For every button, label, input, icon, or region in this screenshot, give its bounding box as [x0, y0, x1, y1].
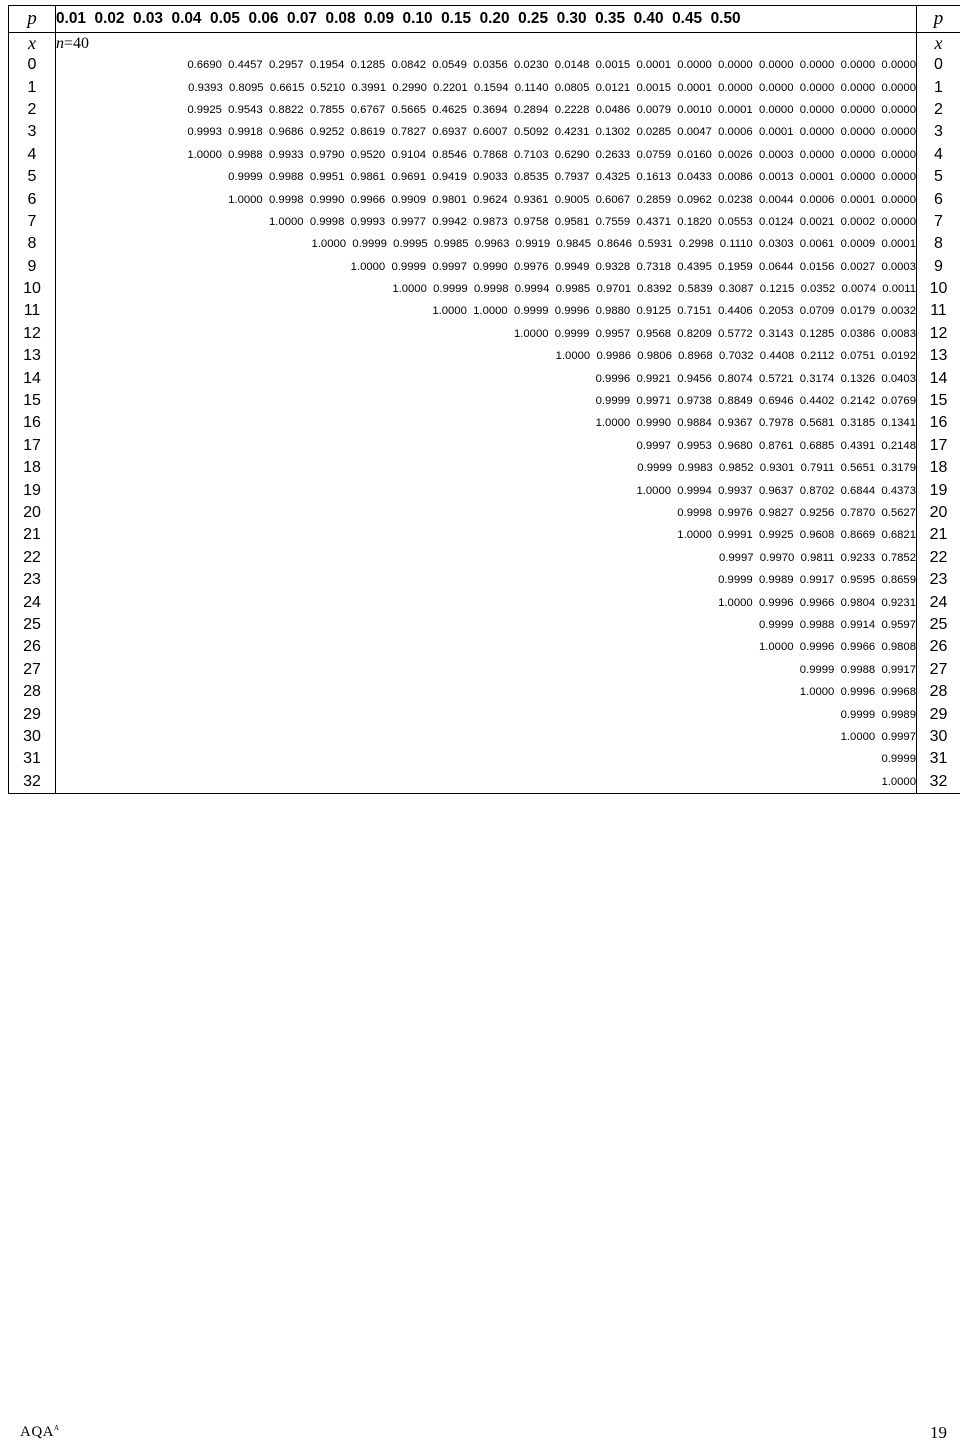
probability-values: 0.9999 0.9988 0.9914 0.9597	[56, 614, 917, 636]
table-row	[9, 748, 960, 770]
table-row	[9, 614, 960, 636]
x-value-left: 25	[9, 614, 56, 636]
n-label	[56, 33, 917, 55]
x-value-right: 6	[917, 188, 960, 210]
probability-values: 1.0000 0.9999 0.9957 0.9568 0.8209 0.5772 0.3143 0.1285 0.0386 0.0083	[56, 323, 917, 345]
x-value-right: 8	[917, 233, 960, 255]
x-value-left: 12	[9, 323, 56, 345]
x-value-left: 18	[9, 457, 56, 479]
x-value-right: 26	[917, 636, 960, 658]
table-row	[9, 547, 960, 569]
probability-values: 0.9999 0.9989 0.9917 0.9595 0.8659	[56, 569, 917, 591]
x-value-right: 24	[917, 591, 960, 613]
x-label-right: x	[917, 33, 960, 55]
x-value-right: 20	[917, 502, 960, 524]
table-row	[9, 636, 960, 658]
table-row	[9, 99, 960, 121]
table-row	[9, 323, 960, 345]
x-value-left: 3	[9, 121, 56, 143]
probability-values: 1.0000 0.9998 0.9993 0.9977 0.9942 0.9873 0.9758 0.9581 0.7559 0.4371 0.1820 0.0553 0.0124 0.0021 0.0002 0.0000	[56, 211, 917, 233]
x-value-left: 19	[9, 479, 56, 501]
table-row	[9, 524, 960, 546]
x-value-left: 30	[9, 726, 56, 748]
x-value-right: 3	[917, 121, 960, 143]
table-row	[9, 76, 960, 98]
x-value-left: 21	[9, 524, 56, 546]
table-row	[9, 233, 960, 255]
x-value-left: 10	[9, 278, 56, 300]
x-value-right: 4	[917, 144, 960, 166]
probability-values: 0.9998 0.9976 0.9827 0.9256 0.7870 0.5627	[56, 502, 917, 524]
table-row	[9, 144, 960, 166]
x-value-left: 4	[9, 144, 56, 166]
probability-values: 1.0000 1.0000 0.9999 0.9996 0.9880 0.9125 0.7151 0.4406 0.2053 0.0709 0.0179 0.0032	[56, 300, 917, 322]
page-number: 19	[930, 1423, 947, 1442]
x-value-left: 9	[9, 256, 56, 278]
x-value-right: 30	[917, 726, 960, 748]
x-value-left: 11	[9, 300, 56, 322]
probability-values: 0.9393 0.8095 0.6615 0.5210 0.3991 0.2990 0.2201 0.1594 0.1140 0.0805 0.0121 0.0015 0.0001 0.0000 0.0000 0.0000 0.0000 0.0000	[56, 76, 917, 98]
x-value-right: 19	[917, 479, 960, 501]
x-value-left: 0	[9, 54, 56, 76]
x-value-right: 2	[917, 99, 960, 121]
x-value-left: 27	[9, 659, 56, 681]
x-value-left: 26	[9, 636, 56, 658]
x-value-right: 16	[917, 412, 960, 434]
x-header-row	[9, 33, 960, 55]
x-value-left: 24	[9, 591, 56, 613]
x-value-left: 13	[9, 345, 56, 367]
probability-values: 1.0000 0.9990 0.9884 0.9367 0.7978 0.5681 0.3185 0.1341	[56, 412, 917, 434]
x-value-right: 0	[917, 54, 960, 76]
probability-values: 0.9993 0.9918 0.9686 0.9252 0.8619 0.7827 0.6937 0.6007 0.5092 0.4231 0.1302 0.0285 0.0047 0.0006 0.0001 0.0000 0.0000 0.0000	[56, 121, 917, 143]
table-row	[9, 121, 960, 143]
x-value-left: 15	[9, 390, 56, 412]
logo-text: AQA	[20, 1424, 54, 1440]
x-value-right: 18	[917, 457, 960, 479]
table-row	[9, 390, 960, 412]
probability-values: 0.9999 0.9983 0.9852 0.9301 0.7911 0.5651 0.3179	[56, 457, 917, 479]
x-value-left: 2	[9, 99, 56, 121]
x-value-left: 5	[9, 166, 56, 188]
table-row	[9, 703, 960, 725]
x-value-right: 31	[917, 748, 960, 770]
table-row	[9, 211, 960, 233]
p-values-header: 0.01 0.02 0.03 0.04 0.05 0.06 0.07 0.08 0.09 0.10 0.15 0.20 0.25 0.30 0.35 0.40 0.45 0.50	[56, 6, 917, 33]
x-value-left: 16	[9, 412, 56, 434]
x-value-left: 7	[9, 211, 56, 233]
probability-values: 0.9999 0.9971 0.9738 0.8849 0.6946 0.4402 0.2142 0.0769	[56, 390, 917, 412]
probability-values: 0.9997 0.9970 0.9811 0.9233 0.7852	[56, 547, 917, 569]
p-label-right: p	[917, 6, 960, 33]
probability-values: 1.0000 0.9996 0.9966 0.9804 0.9231	[56, 591, 917, 613]
probability-values: 0.9999 0.9988 0.9917	[56, 659, 917, 681]
x-value-right: 25	[917, 614, 960, 636]
probability-values: 1.0000	[56, 771, 917, 794]
probability-values: 1.0000 0.9999 0.9997 0.9990 0.9976 0.9949 0.9328 0.7318 0.4395 0.1959 0.0644 0.0156 0.0027 0.0003	[56, 256, 917, 278]
table-body	[9, 54, 960, 793]
x-value-left: 6	[9, 188, 56, 210]
x-value-left: 31	[9, 748, 56, 770]
x-value-right: 23	[917, 569, 960, 591]
logo-mark: A	[54, 1424, 60, 1432]
table-row	[9, 166, 960, 188]
x-value-left: 32	[9, 771, 56, 794]
n-symbol: n	[56, 34, 64, 52]
probability-values: 1.0000 0.9988 0.9933 0.9790 0.9520 0.9104 0.8546 0.7868 0.7103 0.6290 0.2633 0.0759 0.0160 0.0026 0.0003 0.0000 0.0000 0.0000	[56, 144, 917, 166]
probability-values: 0.9999	[56, 748, 917, 770]
probability-values: 0.9925 0.9543 0.8822 0.7855 0.6767 0.5665 0.4625 0.3694 0.2894 0.2228 0.0486 0.0079 0.0010 0.0001 0.0000 0.0000 0.0000 0.0000	[56, 99, 917, 121]
n-value: =40	[64, 34, 90, 52]
x-value-left: 22	[9, 547, 56, 569]
x-value-right: 9	[917, 256, 960, 278]
x-value-right: 10	[917, 278, 960, 300]
table-row	[9, 345, 960, 367]
x-value-right: 28	[917, 681, 960, 703]
probability-values: 1.0000 0.9996 0.9968	[56, 681, 917, 703]
table-row	[9, 771, 960, 794]
x-value-left: 17	[9, 435, 56, 457]
p-label-left: p	[9, 6, 56, 33]
table-row	[9, 435, 960, 457]
x-value-left: 28	[9, 681, 56, 703]
probability-values: 1.0000 0.9991 0.9925 0.9608 0.8669 0.6821	[56, 524, 917, 546]
table-row	[9, 412, 960, 434]
x-value-right: 17	[917, 435, 960, 457]
probability-values: 1.0000 0.9986 0.9806 0.8968 0.7032 0.4408 0.2112 0.0751 0.0192	[56, 345, 917, 367]
x-label-left: x	[9, 33, 56, 55]
x-value-right: 7	[917, 211, 960, 233]
x-value-right: 5	[917, 166, 960, 188]
x-value-right: 29	[917, 703, 960, 725]
probability-values: 1.0000 0.9994 0.9937 0.9637 0.8702 0.6844 0.4373	[56, 479, 917, 501]
binomial-cumulative-table	[8, 5, 960, 794]
table-row	[9, 681, 960, 703]
x-value-right: 13	[917, 345, 960, 367]
x-value-right: 22	[917, 547, 960, 569]
table-row	[9, 591, 960, 613]
table-row	[9, 54, 960, 76]
table-row	[9, 726, 960, 748]
table-row	[9, 188, 960, 210]
probability-values: 1.0000 0.9998 0.9990 0.9966 0.9909 0.9801 0.9624 0.9361 0.9005 0.6067 0.2859 0.0962 0.0238 0.0044 0.0006 0.0001 0.0000	[56, 188, 917, 210]
table-row	[9, 479, 960, 501]
probability-values: 1.0000 0.9999 0.9998 0.9994 0.9985 0.9701 0.8392 0.5839 0.3087 0.1215 0.0352 0.0074 0.0011	[56, 278, 917, 300]
table-row	[9, 367, 960, 389]
probability-values: 0.6690 0.4457 0.2957 0.1954 0.1285 0.0842 0.0549 0.0356 0.0230 0.0148 0.0015 0.0001 0.0000 0.0000 0.0000 0.0000 0.0000 0.0000	[56, 54, 917, 76]
x-value-right: 15	[917, 390, 960, 412]
probability-values: 1.0000 0.9996 0.9966 0.9808	[56, 636, 917, 658]
x-value-left: 1	[9, 76, 56, 98]
x-value-right: 27	[917, 659, 960, 681]
table-row	[9, 278, 960, 300]
x-value-left: 23	[9, 569, 56, 591]
probability-values: 0.9996 0.9921 0.9456 0.8074 0.5721 0.3174 0.1326 0.0403	[56, 367, 917, 389]
x-value-right: 14	[917, 367, 960, 389]
x-value-left: 8	[9, 233, 56, 255]
aqa-logo	[20, 1424, 60, 1441]
table-row	[9, 300, 960, 322]
probability-values: 0.9999 0.9988 0.9951 0.9861 0.9691 0.9419 0.9033 0.8535 0.7937 0.4325 0.1613 0.0433 0.0086 0.0013 0.0001 0.0000 0.0000	[56, 166, 917, 188]
probability-values: 1.0000 0.9997	[56, 726, 917, 748]
table-row	[9, 569, 960, 591]
table-row	[9, 659, 960, 681]
x-value-left: 29	[9, 703, 56, 725]
x-value-right: 1	[917, 76, 960, 98]
x-value-right: 11	[917, 300, 960, 322]
probability-values: 0.9997 0.9953 0.9680 0.8761 0.6885 0.4391 0.2148	[56, 435, 917, 457]
table-row	[9, 256, 960, 278]
p-header-row	[9, 6, 960, 33]
x-value-right: 12	[917, 323, 960, 345]
x-value-right: 32	[917, 771, 960, 794]
probability-values: 0.9999 0.9989	[56, 703, 917, 725]
probability-values: 1.0000 0.9999 0.9995 0.9985 0.9963 0.9919 0.9845 0.8646 0.5931 0.2998 0.1110 0.0303 0.0061 0.0009 0.0001	[56, 233, 917, 255]
x-value-left: 14	[9, 367, 56, 389]
x-value-left: 20	[9, 502, 56, 524]
table-row	[9, 502, 960, 524]
table-row	[9, 457, 960, 479]
x-value-right: 21	[917, 524, 960, 546]
